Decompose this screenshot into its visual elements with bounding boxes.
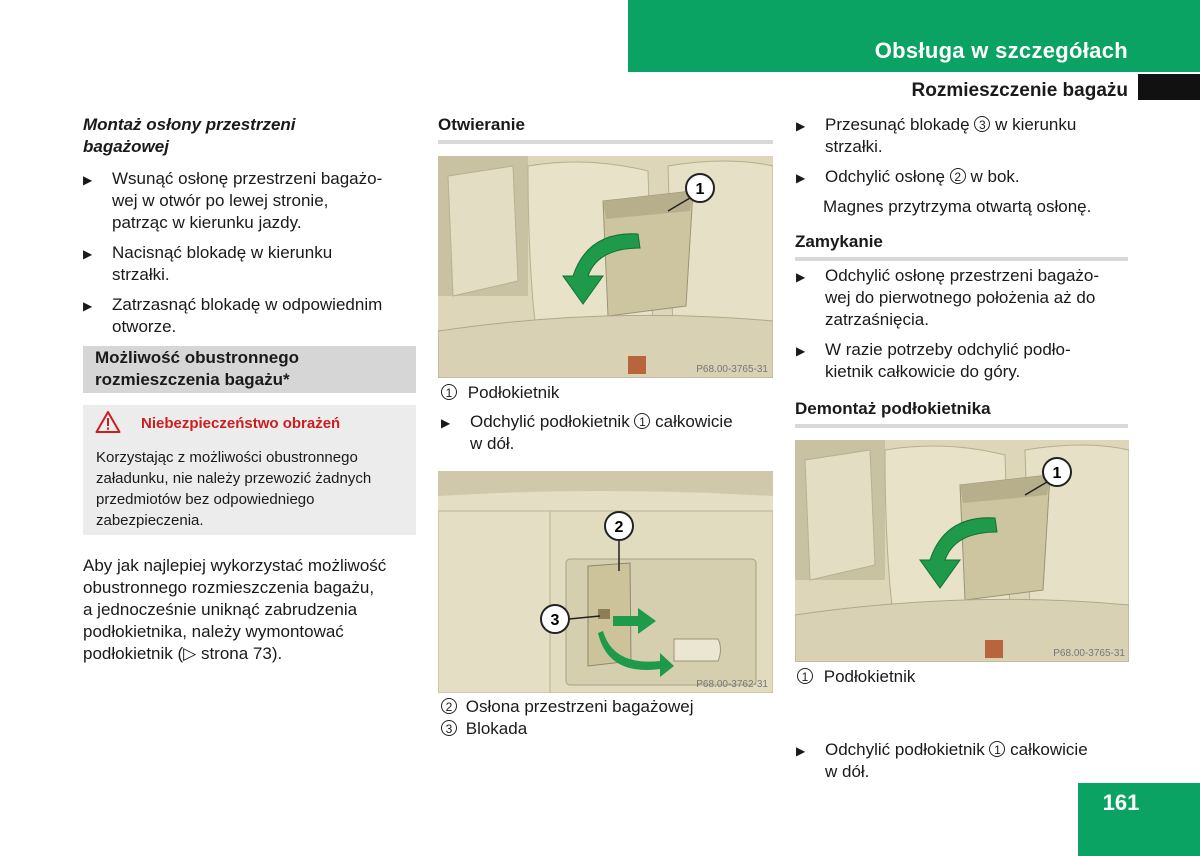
bullet-swing-cover: ▶ Odchylić osłonę 2 w bok.	[796, 166, 1131, 188]
opening-heading: Otwieranie	[438, 114, 773, 144]
callout-number-icon: 1	[989, 741, 1005, 757]
bullet-latch-lock: ▶ Zatrzasnąć blokadę w odpowiednim otworze.	[83, 295, 383, 336]
closing-steps	[796, 265, 1136, 383]
section-title: Rozmieszczenie bagażu	[911, 80, 1128, 101]
callout-1b: 1	[1052, 465, 1062, 482]
bullet-slide-lock: ▶ Przesunąć blokadę 3 w kierunku strzałki.	[796, 115, 1077, 156]
bullet-triangle-icon: ▶	[83, 299, 93, 313]
legend-2: 2 Osłona przestrzeni bagażowej 3 Blokada	[441, 696, 776, 740]
image-code-3: P68.00-3765-31	[1053, 648, 1125, 659]
bullet-triangle-icon: ▶	[441, 416, 451, 430]
callout-number-icon: 1	[441, 384, 457, 400]
warning-triangle-icon	[95, 410, 121, 434]
bullet-triangle-icon: ▶	[796, 744, 806, 758]
option-box: Możliwość obustronnego rozmieszczenia bagażu*	[83, 346, 416, 393]
bullet-triangle-icon: ▶	[796, 171, 806, 185]
bullet-triangle-icon: ▶	[796, 119, 806, 133]
callout-2: 2	[614, 519, 624, 536]
callout-number-icon: 1	[797, 668, 813, 684]
callout-number-icon: 2	[441, 698, 457, 714]
callout-1: 1	[695, 181, 705, 198]
bullet-press-lock: ▶ Nacisnąć blokadę w kierunku strzałki.	[83, 243, 333, 284]
callout-3: 3	[550, 612, 560, 629]
page-number: 161	[1102, 790, 1140, 815]
legend-1: 1 Podłokietnik	[441, 382, 776, 404]
warning-title: Niebezpieczeństwo obrażeń	[141, 415, 341, 432]
callout-number-icon: 3	[974, 116, 990, 132]
bullet-raise-armrest: ▶ W razie potrzeby odchylić podło- kietnik całkowicie do góry.	[796, 340, 1071, 381]
legend-3: 1 Podłokietnik	[797, 666, 1132, 688]
chapter-title: Obsługa w szczegółach	[874, 38, 1128, 63]
warning-box	[83, 405, 416, 535]
bullet-triangle-icon: ▶	[83, 247, 93, 261]
info-paragraph: Aby jak najlepiej wykorzystać możliwość obustronnego rozmieszczenia bagażu, a jednocześnie uniknąć zabrudzenia podłokietnika, należy wymontować podłokietnik (▷ strona 73).	[83, 556, 387, 663]
install-heading: Montaż osłony przestrzeni bagażowej	[83, 115, 296, 156]
bullet-fold-armrest-2: ▶ Odchylić podłokietnik 1 całkowicie w dół.	[796, 740, 1088, 781]
magnet-note: Magnes przytrzyma otwartą osłonę.	[823, 197, 1092, 216]
callout-number-icon: 2	[950, 168, 966, 184]
closing-heading: Zamykanie	[795, 231, 1128, 261]
callout-number-icon: 1	[634, 413, 650, 429]
column-3-top	[796, 114, 1131, 218]
callout-number-icon: 3	[441, 720, 457, 736]
trunk-cover-photo	[438, 471, 773, 693]
armrest-photo-2	[795, 440, 1129, 662]
bullet-insert-cover: ▶ Wsunąć osłonę przestrzeni bagażo- wej w otwór po lewej stronie, patrząc w kierunku jazdy.	[83, 169, 383, 232]
column-1	[83, 114, 418, 338]
removal-heading: Demontaż podłokietnika	[795, 398, 1128, 428]
image-code-1: P68.00-3765-31	[696, 364, 768, 375]
warning-body: Korzystając z możliwości obustronnego załadunku, nie należy przewozić żadnych przedmiotów bez odpowiedniego zabezpieczenia.	[96, 449, 372, 529]
bullet-triangle-icon: ▶	[796, 344, 806, 358]
armrest-photo-1	[438, 156, 773, 378]
bullet-triangle-icon: ▶	[796, 270, 806, 284]
section-marker	[1138, 74, 1200, 100]
bullet-close-cover: ▶ Odchylić osłonę przestrzeni bagażo- wej do pierwotnego położenia aż do zatrzaśnięcia.	[796, 266, 1100, 329]
image-code-2: P68.00-3762-31	[696, 679, 768, 690]
bullet-fold-armrest: ▶ Odchylić podłokietnik 1 całkowicie w dół.	[441, 412, 733, 453]
bullet-triangle-icon: ▶	[83, 173, 93, 187]
